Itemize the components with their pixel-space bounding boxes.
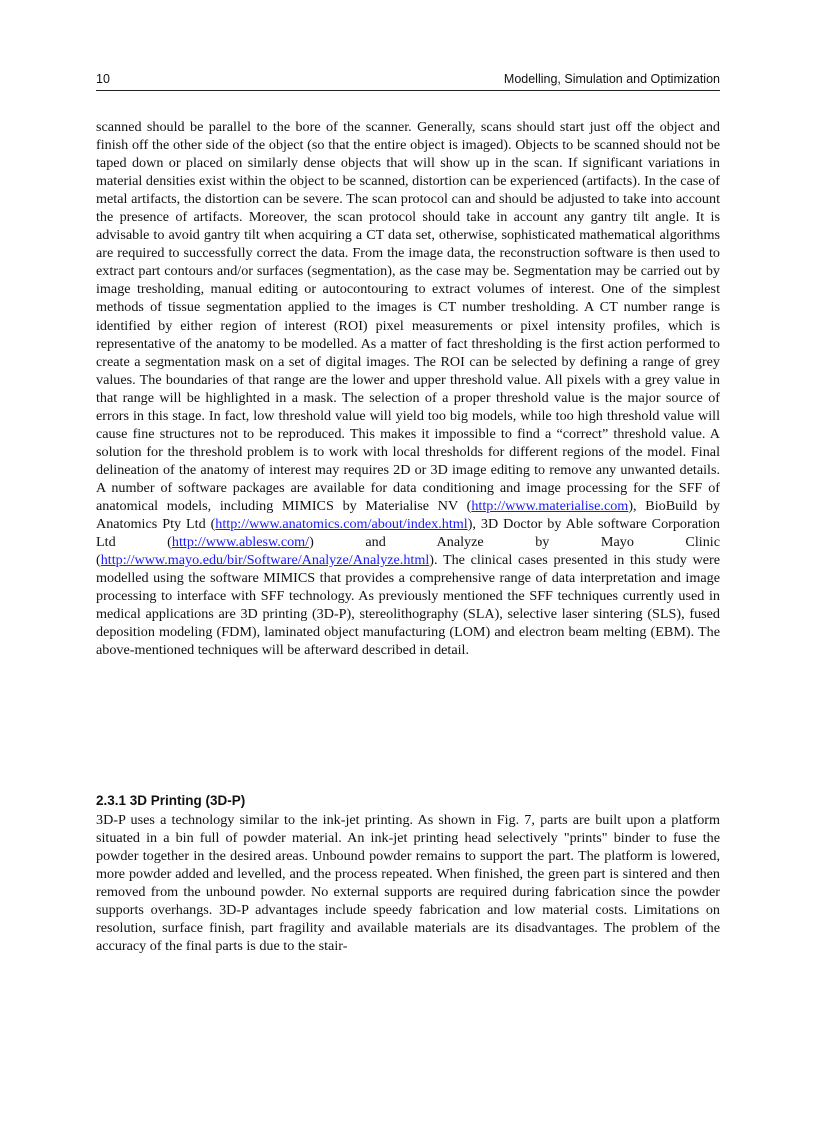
section-paragraph: 3D-P uses a technology similar to the ink-jet printing. As shown in Fig. 7, parts are built upon a platform situated in a bin full of powder material. An ink-jet printing head selectively "prints" binder to fuse the powder together in the desired areas. Unbound powder remains to support the part. The platform is lowered, more powder added and levelled, and the process repeated. When finished, the green part is sintered and then removed from the unbound powder. No external supports are required during fabrication since the powder supports overhangs. 3D-P advantages include speedy fabrication and low material costs. Limitations on resolution, surface finish, part fragility and available materials are its disadvantages. The problem of the accuracy of the final parts is due to the stair- [96,812,720,955]
anatomics-link[interactable]: http://www.anatomics.com/about/index.html [215,516,468,533]
paragraph-text: ) and Analyze by Mayo Clinic ( [96,534,721,569]
ablesw-link[interactable]: http://www.ablesw.com/ [171,534,310,551]
paragraph-text: scanned should be parallel to the bore of the scanner. Generally, scans should start just off the object and finish off the other side of the object (so that the entire object is imaged). Objects to be scanned should not be taped down or placed on similarly dense objects that will show up in the scan. If significant variations in material densities exist within the object to be scanned, distortion can be experienced (artifacts). In the case of metal artifacts, the distortion can be severe. The scan protocol can and should be adjusted to take into account the presence of artifacts. Moreover, the scan protocol should take in account any gantry tilt angle. It is advisable to avoid gantry tilt when acquiring a CT data set, otherwise, sophisticated mathematical algorithms are required to successfully correct the data. From the image data, the reconstruction software is then used to extract part contours and/or surfaces (segmentation), as the case may be. Segmentation may be carried out by image tresholding, manual editing or autocontouring to extract volumes of interest. One of the simplest methods of tissue segmentation applied to the images is CT number tresholding. A CT number range is identified by either region of interest (ROI) pixel measurements or pixel intensity profiles, which is representative of the anatomy to be modelled. As a matter of fact thresholding is the first action performed to create a segmentation mask on a set of digital images. The ROI can be selected by defining a range of grey values. The boundaries of that range are the lower and upper threshold value. All pixels with a grey value in that range will be highlighted in a mask. The selection of a proper threshold value is the major source of errors in this stage. In fact, low threshold value will yield too big models, while too high threshold value will cause fine structures not to be reproduced. This makes it impossible to find a “correct” threshold value. A solution for the threshold problem is to work with local thresholds for different regions of the model. Final delineation of the anatomy of interest may requires 2D or 3D image editing to remove any unwanted details. A number of software packages are available for data conditioning and image processing for the SFF of anatomical models, including MIMICS by Materialise NV ( [96,119,720,514]
section-heading: 2.3.1 3D Printing (3D-P) [96,793,246,808]
paragraph-text: ), 3D Doctor by Able software Corporation Ltd ( [96,516,720,551]
page-header [96,70,720,91]
mayo-link[interactable]: http://www.mayo.edu/bir/Software/Analyze/Analyze.html [100,552,430,569]
paragraph-text: ). The clinical cases presented in this study were modelled using the software MIMICS that provides a comprehensive range of data interpretation and image processing to interface with SFF technology. As previously mentioned the SFF techniques currently used in medical applications are 3D printing (3D-P), stereolithography (SLA), selective laser sintering (SLS), fused deposition modeling (FDM), laminated object manufacturing (LOM) and electron beam melting (EBM). The above-mentioned techniques will be afterward described in detail. [96,552,720,659]
body-paragraph [96,118,720,659]
running-title: Modelling, Simulation and Optimization [503,72,720,86]
paragraph-text: ), BioBuild by Anatomics Pty Ltd ( [96,497,720,533]
materialise-link[interactable]: http://www.materialise.com [471,497,629,514]
page-number: 10 [96,72,110,86]
